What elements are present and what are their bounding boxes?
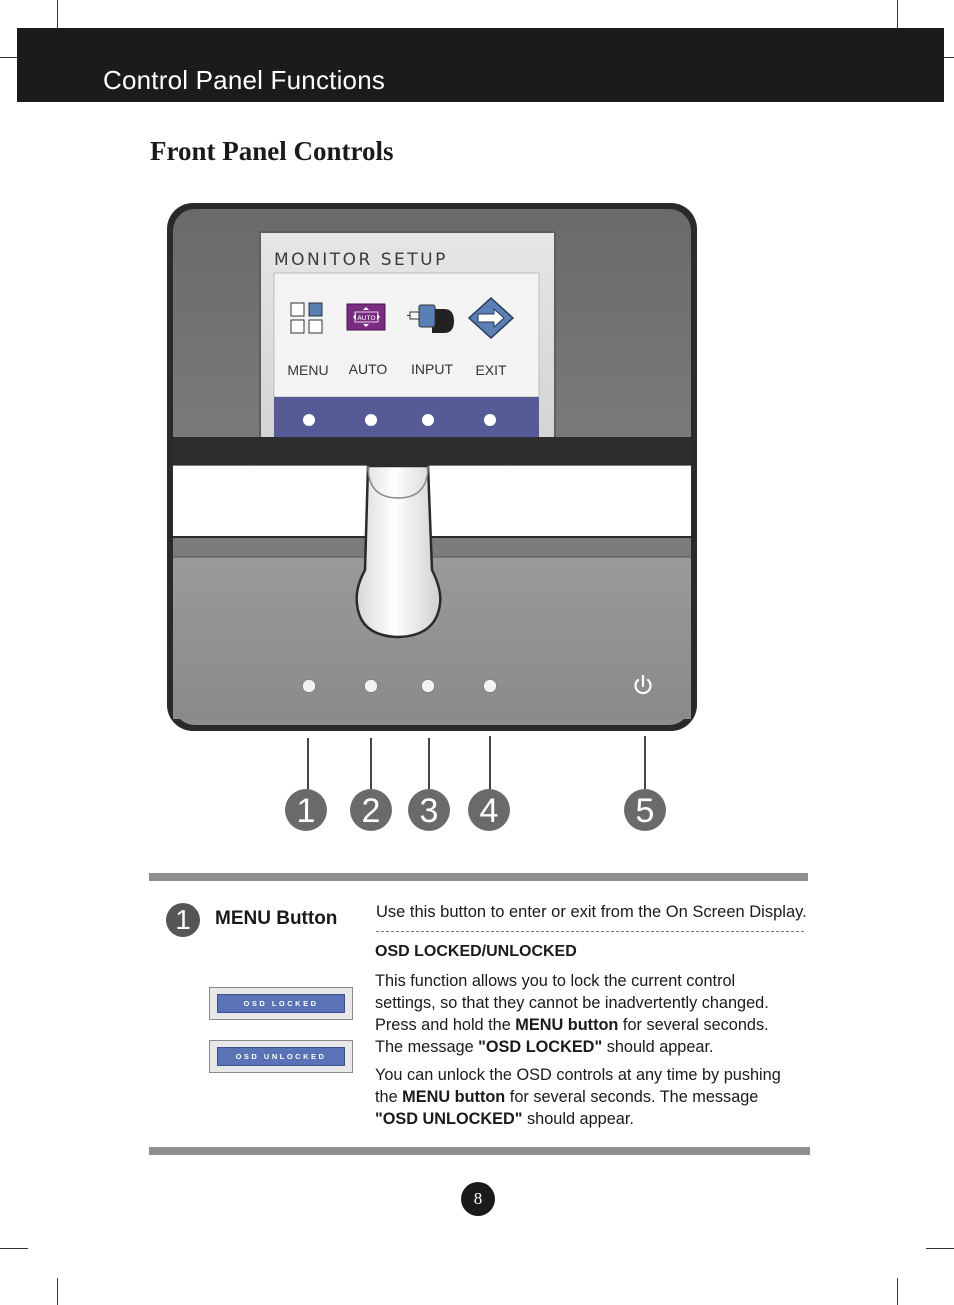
text-run: The message <box>375 1038 479 1056</box>
front-button-exit <box>484 680 497 693</box>
page-header-title: Control Panel Functions <box>103 65 386 95</box>
bold-text: "OSD LOCKED" <box>478 1038 603 1056</box>
dotted-divider <box>376 931 804 932</box>
svg-text:2: 2 <box>361 792 381 830</box>
auto-icon <box>347 304 385 330</box>
bold-text: "OSD UNLOCKED" <box>375 1110 523 1128</box>
paragraph-line <box>375 1036 769 1058</box>
item-lead-text: Use this button to enter or exit from the On Screen Display. <box>376 903 807 921</box>
crop-mark <box>57 1278 58 1305</box>
item-number-badge: 1 <box>166 903 200 937</box>
osd-unlocked-label: OSD UNLOCKED <box>217 1047 345 1066</box>
osd-locked-label: OSD LOCKED <box>217 994 345 1013</box>
paragraph-line <box>375 1014 769 1036</box>
text-run: Press and hold the <box>375 1016 516 1034</box>
text-run: for several seconds. <box>618 1016 769 1034</box>
text-run: This function allows you to lock the current control <box>375 972 736 990</box>
callout-5 <box>624 789 666 831</box>
front-button-menu <box>303 680 316 693</box>
osd-bar-dot <box>303 414 315 426</box>
svg-text:3: 3 <box>419 792 439 830</box>
paragraph-line <box>375 1108 781 1130</box>
osd-bar-dot <box>422 414 434 426</box>
section-title: Front Panel Controls <box>150 136 394 166</box>
paragraph-line <box>375 970 769 992</box>
text-run: should appear. <box>522 1110 634 1128</box>
front-button-auto <box>365 680 378 693</box>
crop-mark <box>926 1248 954 1249</box>
section-rule-bottom <box>149 1147 810 1155</box>
text-run: the <box>375 1088 403 1106</box>
monitor-white-band <box>173 466 691 536</box>
osd-label-menu: MENU <box>287 362 329 378</box>
osd-unlock-paragraph <box>375 1064 781 1130</box>
paragraph-line <box>375 1086 781 1108</box>
osd-title: MONITOR SETUP <box>274 250 448 270</box>
crop-mark <box>0 1248 28 1249</box>
paragraph-line <box>375 992 769 1014</box>
bold-text: MENU button <box>402 1088 506 1106</box>
callout-4 <box>468 789 510 831</box>
osd-bar-dot <box>484 414 496 426</box>
callout-1 <box>285 789 327 831</box>
osd-lock-paragraph <box>375 970 769 1058</box>
front-button-input <box>422 680 435 693</box>
item-title: MENU Button <box>215 908 338 929</box>
osd-menu-panel <box>274 273 539 397</box>
svg-text:4: 4 <box>479 792 499 830</box>
paragraph-line <box>375 1064 781 1086</box>
osd-locked-message <box>209 987 353 1020</box>
callout-2 <box>350 789 392 831</box>
crop-mark <box>897 1278 898 1305</box>
monitor-dark-band <box>173 437 691 465</box>
osd-bar-dot <box>365 414 377 426</box>
osd-label-input: INPUT <box>411 361 453 377</box>
osd-label-auto: AUTO <box>348 361 388 377</box>
bold-text: MENU button <box>515 1016 619 1034</box>
callout-3 <box>408 789 450 831</box>
auto-icon-text: AUTO <box>357 314 376 322</box>
text-run: should appear. <box>602 1038 714 1056</box>
text-run: for several seconds. The message <box>505 1088 759 1106</box>
osd-label-exit: EXIT <box>475 362 507 378</box>
svg-text:1: 1 <box>296 792 316 830</box>
item-subtitle: OSD LOCKED/UNLOCKED <box>375 943 577 960</box>
svg-text:5: 5 <box>635 792 655 830</box>
osd-unlocked-message <box>209 1040 353 1073</box>
text-run: settings, so that they cannot be inadvertently changed. <box>375 994 769 1012</box>
section-rule-top <box>149 873 808 881</box>
page-number: 8 <box>461 1182 495 1216</box>
monitor-stand <box>357 466 441 637</box>
text-run: You can unlock the OSD controls at any time by pushing <box>375 1066 781 1084</box>
